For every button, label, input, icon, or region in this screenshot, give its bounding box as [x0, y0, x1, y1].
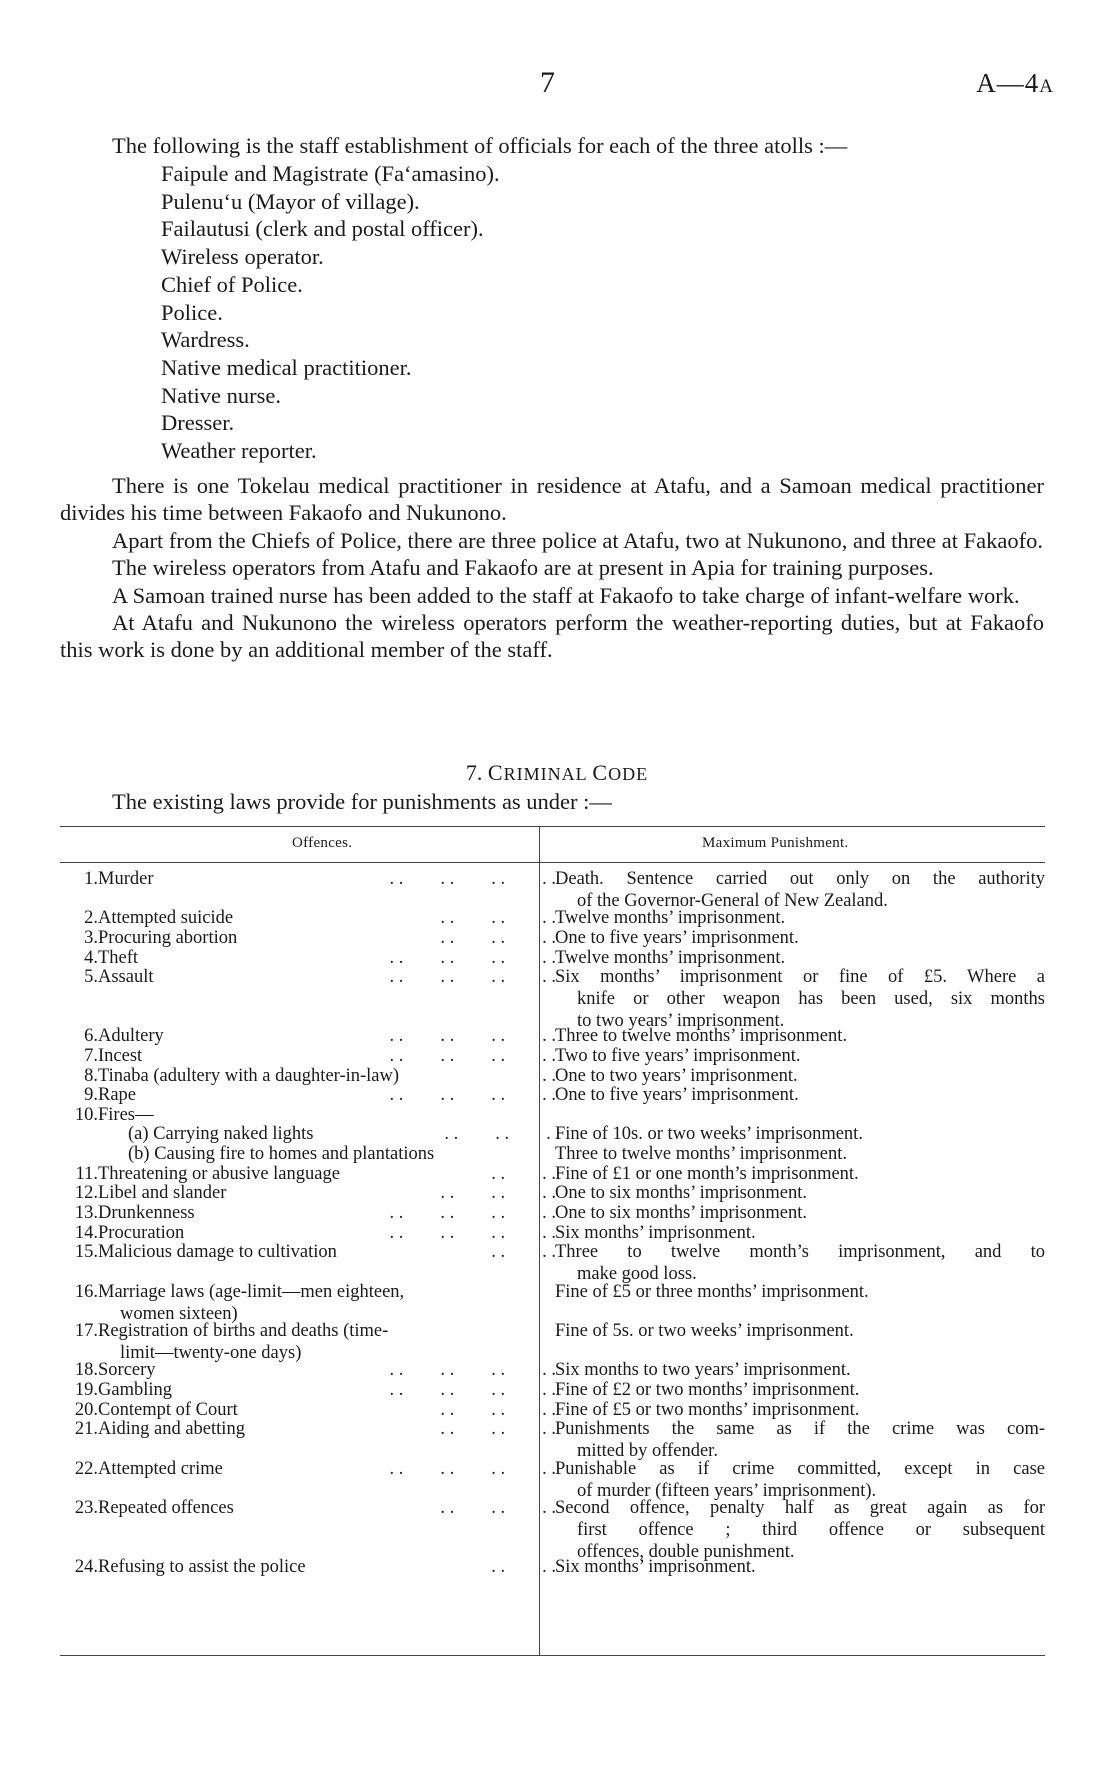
leader-dots: . . . . . . . . [389, 967, 556, 988]
punishment-cell [555, 1281, 1045, 1303]
leader-dots: . . . . . . [412, 1497, 556, 1518]
punishment-text: Fine of £1 or one month’s imprisonment. [555, 1163, 859, 1184]
offence-cell [98, 1497, 556, 1519]
offence-text: Marriage laws (age-limit—men eighteen, [98, 1281, 405, 1302]
leader-dots: . . . . . . [412, 927, 556, 948]
punishment-text: offences, double punishment. [577, 1541, 795, 1562]
punishment-text: first offence ; third offence or subsequent [577, 1519, 1045, 1540]
punishment-text: Three to twelve months’ imprisonment. [555, 1144, 847, 1165]
leader-dots: . . . . . . [412, 908, 556, 929]
offence-text: Theft [98, 947, 139, 968]
punishment-text: Six months’ imprisonment. [555, 1556, 756, 1577]
punishment-text: One to five years’ imprisonment. [555, 1085, 799, 1106]
offence-text: Procuration [98, 1222, 185, 1243]
punishment-cell [555, 1320, 1045, 1342]
punishment-text: Twelve months’ imprisonment. [555, 908, 786, 929]
header-punishment: Maximum Punishment. [702, 835, 849, 851]
section-title: CRIMINAL CODE [487, 760, 649, 785]
offence-text: Refusing to assist the police [98, 1556, 306, 1577]
row-number: 23. [74, 1497, 98, 1518]
punishment-text: Fine of 10s. or two weeks’ imprisonment. [555, 1124, 863, 1145]
punishment-text: Three to twelve months’ imprisonment. [555, 1026, 847, 1047]
offence-text: Incest [98, 1045, 143, 1066]
offence-text: Drunkenness [98, 1203, 195, 1224]
table-bottom-rule [60, 1655, 1045, 1656]
staff-item: Dresser. [161, 410, 235, 436]
staff-item: Failautusi (clerk and postal officer). [161, 216, 484, 242]
offence-text: Threatening or abusive language [98, 1163, 340, 1184]
row-number: 16. [74, 1281, 98, 1302]
row-number: 4. [84, 947, 98, 968]
punishment-text: of the Governor-General of New Zealand. [577, 891, 888, 911]
punishment-text: One to five years’ imprisonment. [555, 927, 799, 948]
row-number: 21. [74, 1419, 98, 1440]
leader-dots: . . . . . . . . [389, 1458, 556, 1479]
offence-cell [98, 868, 556, 890]
punishment-text: Two to five years’ imprisonment. [555, 1045, 801, 1066]
row-number: 3. [84, 927, 98, 948]
staff-item: Wardress. [161, 327, 250, 353]
leader-dots: . . . . . . . . [389, 869, 556, 889]
punishment-text: Fine of 5s. or two weeks’ imprisonment. [555, 1320, 854, 1341]
offence-text: Procuring abortion [98, 927, 238, 948]
offence-text: Attempted suicide [98, 908, 234, 929]
staff-item: Weather reporter. [161, 438, 317, 464]
leader-dots: . . . . [491, 1556, 556, 1577]
punishment-text: Second offence, penalty half as great again as for [555, 1497, 1045, 1518]
leader-dots: . . . . . . [416, 1124, 560, 1145]
offence-text: Sorcery [98, 1360, 156, 1381]
offence-text: (a) Carrying naked lights [128, 1124, 314, 1145]
offence-text: Gambling [98, 1379, 172, 1400]
leader-dots: . . . . . . . . [389, 1085, 556, 1106]
leader-dots: . . . . . . . . [389, 1045, 556, 1066]
leader-dots: . . . . . . [412, 1183, 556, 1204]
page-number: 7 [540, 66, 555, 99]
row-number: 9. [84, 1085, 98, 1106]
punishment-text: of murder (fifteen years’ imprisonment). [577, 1480, 877, 1501]
header-offences: Offences. [292, 835, 353, 851]
row-number: 13. [74, 1203, 98, 1224]
offence-text: Repeated offences [98, 1497, 234, 1518]
punishment-cell [555, 1497, 1045, 1563]
row-number: 18. [74, 1360, 98, 1381]
table-top-rule [60, 826, 1045, 827]
row-number: 8. [84, 1065, 98, 1086]
offence-cell [98, 1418, 556, 1440]
offence-cell [98, 1556, 556, 1578]
punishment-text: Six months’ imprisonment. [555, 1222, 756, 1243]
body-paragraph: At Atafu and Nukunono the wireless operators perform the weather-reporting duties, but at Fakaofo this work is done by an additional member of the staff. [60, 610, 1044, 663]
offence-text: Malicious damage to cultivation [98, 1242, 337, 1263]
leader-dots: . . . . . . . . [389, 1222, 556, 1243]
staff-item: Police. [161, 299, 223, 325]
row-number: 1. [84, 869, 98, 889]
punishment-text: One to two years’ imprisonment. [555, 1065, 798, 1086]
row-number: 2. [84, 908, 98, 929]
offence-text: Registration of births and deaths (time- [98, 1320, 389, 1341]
punishment-cell [555, 966, 1045, 1032]
offence-text: limit—twenty-one days) [120, 1342, 302, 1363]
document-reference [976, 68, 1054, 99]
punishment-text: mitted by offender. [577, 1441, 718, 1462]
section-intro: The existing laws provide for punishments as under :— [112, 789, 612, 814]
body-paragraph: There is one Tokelau medical practitioner in residence at Atafu, and a Samoan medical practitioner divides his time between Fakaofo and Nukunono. [60, 473, 1044, 526]
punishment-cell [555, 1458, 1045, 1502]
offence-cell [98, 1458, 556, 1480]
row-number: 15. [74, 1242, 98, 1263]
punishment-text: Punishments the same as if the crime was com- [555, 1419, 1045, 1440]
leader-dots: . . . . . . [412, 1399, 556, 1420]
punishment-cell [555, 1084, 1045, 1106]
leader-dots: . . . . . . . . [389, 947, 556, 968]
staff-item: Native medical practitioner. [161, 354, 412, 380]
body-paragraphs [60, 472, 1044, 664]
offence-text: Adultery [98, 1026, 164, 1047]
staff-list [161, 160, 500, 465]
punishment-text: One to six months’ imprisonment. [555, 1203, 807, 1224]
leader-dots: . . . . [491, 1242, 556, 1263]
punishment-text: make good loss. [577, 1264, 697, 1285]
table-header-rule [60, 862, 1045, 863]
leader-dots: . . . . . . . . [389, 1379, 556, 1400]
punishment-text: Fine of £5 or three months’ imprisonment. [555, 1281, 869, 1302]
reference-suffix: A [1039, 76, 1054, 97]
punishment-text: Fine of £2 or two months’ imprisonment. [555, 1379, 860, 1400]
leader-dots: . . . . . . [412, 1419, 556, 1440]
leader-dots: . . . . . . . . [389, 1026, 556, 1047]
offence-cell [98, 1281, 528, 1325]
offence-text: Fires— [98, 1104, 154, 1125]
punishment-text: to two years’ imprisonment. [577, 1011, 785, 1032]
row-number: 17. [74, 1320, 98, 1341]
body-paragraph: Apart from the Chiefs of Police, there are three police at Atafu, two at Nukunono, and three at Fakaofo. [112, 527, 1043, 553]
punishment-text: Death. Sentence carried out only on the authority [555, 869, 1045, 889]
offence-text: Attempted crime [98, 1458, 223, 1479]
offence-text: Libel and slander [98, 1183, 227, 1204]
offence-text: Assault [98, 967, 154, 988]
row-number: 6. [84, 1026, 98, 1047]
offence-cell [98, 1241, 556, 1263]
punishment-cell [555, 1418, 1045, 1462]
row-number: 11. [75, 1163, 98, 1184]
leader-dots: . . . . [491, 1163, 556, 1184]
offence-text: women sixteen) [120, 1303, 238, 1324]
staff-item: Chief of Police. [161, 271, 303, 297]
offence-text: Rape [98, 1085, 137, 1106]
punishment-text: Twelve months’ imprisonment. [555, 947, 786, 968]
punishment-text: Six months’ imprisonment or fine of £5. Where a [555, 967, 1045, 988]
staff-item: Faipule and Magistrate (Fa‘amasino). [161, 161, 500, 186]
row-number: 14. [74, 1222, 98, 1243]
row-number: 22. [74, 1458, 98, 1479]
body-paragraph: The wireless operators from Atafu and Fakaofo are at present in Apia for training purposes. [112, 555, 934, 581]
row-number: 20. [74, 1399, 98, 1420]
row-number: 5. [84, 967, 98, 988]
punishment-text: Fine of £5 or two months’ imprisonment. [555, 1399, 860, 1420]
leader-dots: . . . . . . . . [389, 1360, 556, 1381]
row-number: 24. [74, 1556, 98, 1577]
punishment-text: One to six months’ imprisonment. [555, 1183, 807, 1204]
row-number: 10. [74, 1104, 98, 1125]
offence-cell [98, 966, 556, 988]
punishment-text: knife or other weapon has been used, six months [577, 989, 1045, 1010]
punishment-text: Six months to two years’ imprisonment. [555, 1360, 851, 1381]
staff-item: Native nurse. [161, 382, 281, 408]
punishment-cell [555, 1556, 1045, 1578]
row-number: 7. [84, 1045, 98, 1066]
staff-intro: The following is the staff establishment of officials for each of the three atolls :— [112, 133, 848, 158]
staff-item: Wireless operator. [161, 244, 324, 270]
offence-text: Contempt of Court [98, 1399, 238, 1420]
leader-dots: . . [542, 1065, 556, 1086]
offence-text: (b) Causing fire to homes and plantations [128, 1144, 435, 1165]
punishment-cell [555, 1241, 1045, 1285]
punishment-text: Punishable as if crime committed, except in case [555, 1458, 1045, 1479]
offence-text: Aiding and abetting [98, 1419, 245, 1440]
row-number: 19. [74, 1379, 98, 1400]
section-heading [0, 760, 1114, 786]
staff-item: Pulenu‘u (Mayor of village). [161, 188, 420, 214]
reference-main: A—4 [976, 68, 1040, 98]
offence-text: Tinaba (adultery with a daughter-in-law) [98, 1065, 400, 1086]
offence-cell [98, 1320, 528, 1364]
row-number: 12. [74, 1183, 98, 1204]
section-number: 7. [465, 760, 483, 785]
punishment-cell [555, 868, 1045, 912]
leader-dots: . . . . . . . . [389, 1203, 556, 1224]
body-paragraph: A Samoan trained nurse has been added to the staff at Fakaofo to take charge of infant-welfare work. [112, 582, 1020, 608]
punishment-text: Three to twelve month’s imprisonment, and to [555, 1242, 1045, 1263]
offence-text: Murder [98, 869, 154, 889]
